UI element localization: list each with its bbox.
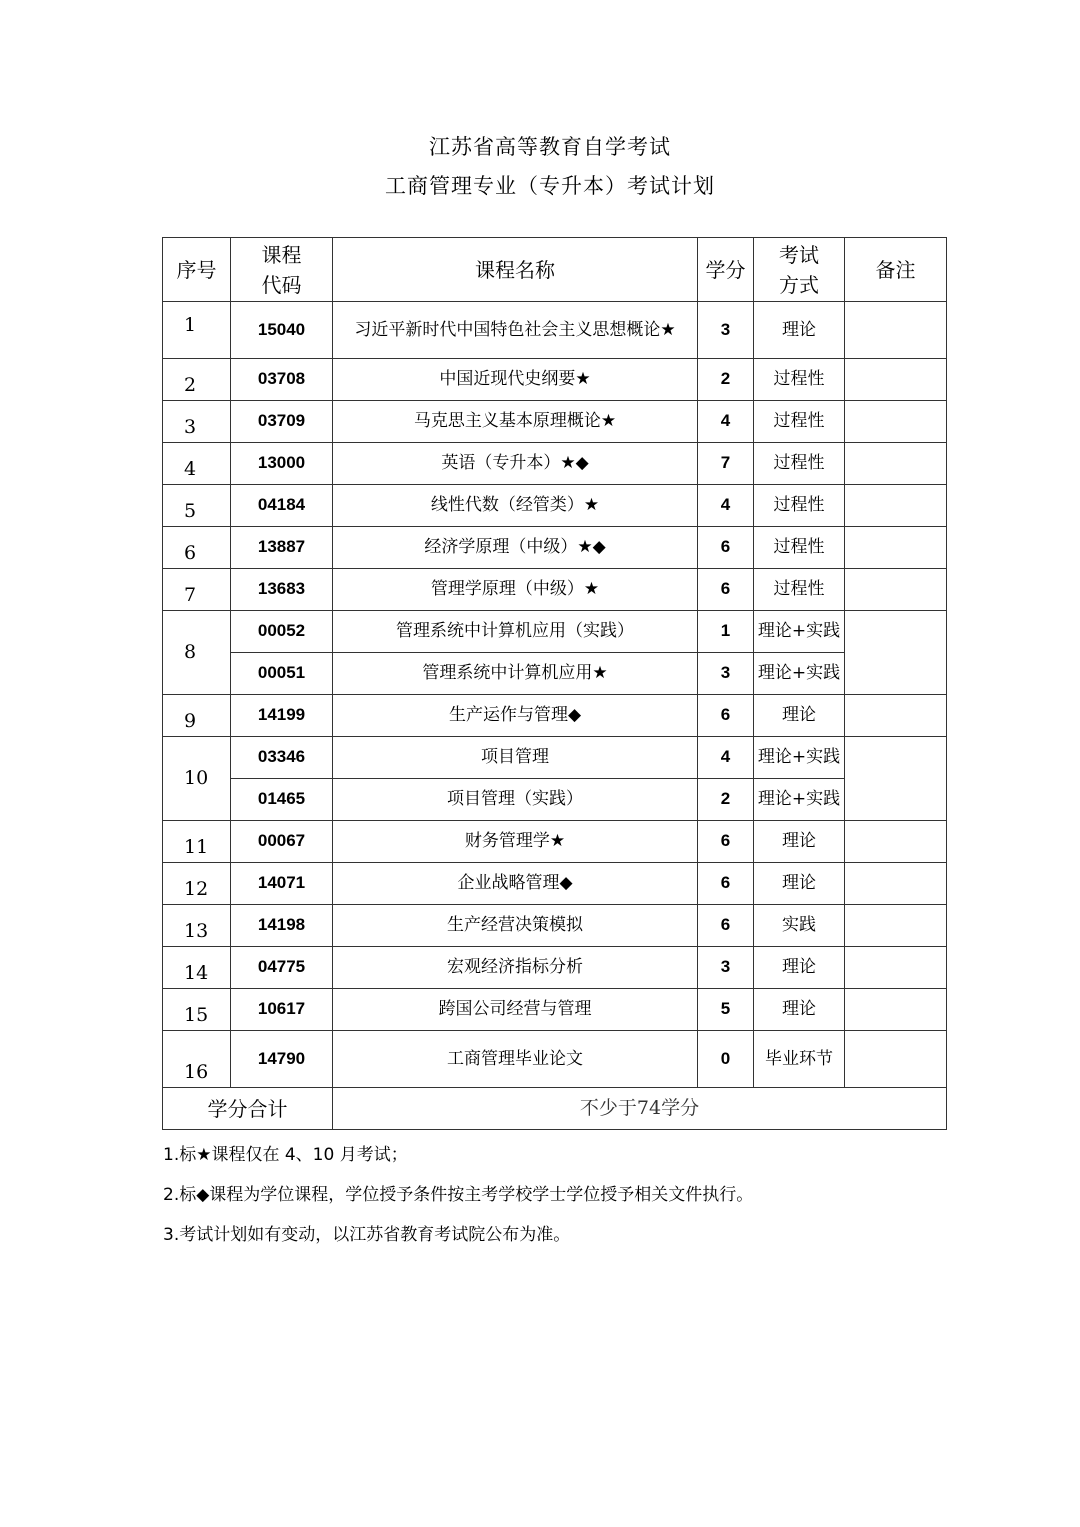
cell-code: 14198 xyxy=(231,905,333,947)
cell-method: 过程性 xyxy=(754,443,845,485)
table-row xyxy=(163,653,947,695)
cell-method: 过程性 xyxy=(754,569,845,611)
cell-name: 马克思主义基本原理概论★ xyxy=(333,401,698,443)
cell-remark xyxy=(845,1031,947,1088)
table-row xyxy=(163,905,947,947)
cell-name: 经济学原理（中级）★◆ xyxy=(333,527,698,569)
cell-method: 过程性 xyxy=(754,485,845,527)
cell-credit: 6 xyxy=(698,863,754,905)
cell-credit: 7 xyxy=(698,443,754,485)
cell-name: 中国近现代史纲要★ xyxy=(333,359,698,401)
header-code-line1: 课程 xyxy=(261,242,302,267)
cell-remark xyxy=(845,989,947,1031)
cell-seq: 12 xyxy=(163,863,231,905)
total-row xyxy=(163,1088,947,1130)
cell-seq: 3 xyxy=(163,401,231,443)
exam-plan-table xyxy=(162,237,947,1130)
cell-code: 03346 xyxy=(231,737,333,779)
cell-code: 13683 xyxy=(231,569,333,611)
cell-remark xyxy=(845,302,947,359)
cell-remark xyxy=(845,527,947,569)
cell-name: 企业战略管理◆ xyxy=(333,863,698,905)
cell-credit: 6 xyxy=(698,695,754,737)
note-item: 1.标★课程仅在 4、10 月考试； xyxy=(163,1145,408,1165)
cell-remark xyxy=(845,947,947,989)
cell-name: 财务管理学★ xyxy=(333,821,698,863)
note-item: 2.标◆课程为学位课程，学位授予条件按主考学校学士学位授予相关文件执行。 xyxy=(163,1185,754,1205)
notes xyxy=(163,1143,753,1263)
header-remark: 备注 xyxy=(845,238,947,302)
table-row xyxy=(163,485,947,527)
total-credits-label: 学分合计 xyxy=(163,1088,333,1130)
cell-remark xyxy=(845,569,947,611)
header-credit: 学分 xyxy=(698,238,754,302)
cell-credit: 3 xyxy=(698,302,754,359)
cell-name: 管理系统中计算机应用★ xyxy=(333,653,698,695)
cell-credit: 3 xyxy=(698,947,754,989)
cell-code: 14199 xyxy=(231,695,333,737)
cell-credit: 4 xyxy=(698,401,754,443)
cell-credit: 6 xyxy=(698,821,754,863)
cell-name: 项目管理 xyxy=(333,737,698,779)
cell-name: 生产经营决策模拟 xyxy=(333,905,698,947)
cell-seq: 8 xyxy=(163,611,231,695)
cell-code: 00051 xyxy=(231,653,333,695)
cell-method: 理论 xyxy=(754,947,845,989)
cell-credit: 2 xyxy=(698,779,754,821)
cell-remark xyxy=(845,485,947,527)
table-header-row xyxy=(163,238,947,302)
cell-seq: 2 xyxy=(163,359,231,401)
cell-code: 14790 xyxy=(231,1031,333,1088)
cell-code: 10617 xyxy=(231,989,333,1031)
cell-seq: 6 xyxy=(163,527,231,569)
table-row xyxy=(163,947,947,989)
cell-name: 习近平新时代中国特色社会主义思想概论★ xyxy=(333,302,698,359)
cell-method: 实践 xyxy=(754,905,845,947)
table-row xyxy=(163,737,947,779)
cell-method: 过程性 xyxy=(754,527,845,569)
cell-method: 毕业环节 xyxy=(754,1031,845,1088)
cell-method: 理论+实践 xyxy=(754,737,845,779)
table-row xyxy=(163,1031,947,1088)
cell-name: 线性代数（经管类）★ xyxy=(333,485,698,527)
cell-method: 理论 xyxy=(754,302,845,359)
cell-name: 管理系统中计算机应用（实践） xyxy=(333,611,698,653)
cell-method: 理论+实践 xyxy=(754,611,845,653)
table-row xyxy=(163,821,947,863)
cell-code: 13000 xyxy=(231,443,333,485)
cell-code: 01465 xyxy=(231,779,333,821)
cell-remark xyxy=(845,611,947,695)
cell-remark xyxy=(845,863,947,905)
table-row xyxy=(163,443,947,485)
cell-remark xyxy=(845,821,947,863)
cell-credit: 3 xyxy=(698,653,754,695)
table-row xyxy=(163,863,947,905)
cell-seq: 13 xyxy=(163,905,231,947)
cell-name: 生产运作与管理◆ xyxy=(333,695,698,737)
cell-credit: 6 xyxy=(698,527,754,569)
cell-code: 13887 xyxy=(231,527,333,569)
cell-credit: 2 xyxy=(698,359,754,401)
table-row xyxy=(163,302,947,359)
cell-credit: 6 xyxy=(698,905,754,947)
cell-seq: 10 xyxy=(163,737,231,821)
table-row xyxy=(163,359,947,401)
total-credits-value: 不少于74学分 xyxy=(333,1088,947,1130)
cell-code: 14071 xyxy=(231,863,333,905)
header-method xyxy=(754,238,845,302)
note-item: 3.考试计划如有变动，以江苏省教育考试院公布为准。 xyxy=(163,1225,571,1245)
cell-seq: 15 xyxy=(163,989,231,1031)
cell-seq: 16 xyxy=(163,1031,231,1088)
cell-name: 工商管理毕业论文 xyxy=(333,1031,698,1088)
header-code-line2: 代码 xyxy=(261,272,302,297)
cell-seq: 5 xyxy=(163,485,231,527)
table-row xyxy=(163,989,947,1031)
page-title: 江苏省高等教育自学考试 xyxy=(429,135,671,159)
header-seq: 序号 xyxy=(163,238,231,302)
table-row xyxy=(163,695,947,737)
cell-method: 理论+实践 xyxy=(754,779,845,821)
cell-remark xyxy=(845,443,947,485)
cell-method: 理论+实践 xyxy=(754,653,845,695)
cell-credit: 5 xyxy=(698,989,754,1031)
header-method-line2: 方式 xyxy=(779,272,819,297)
table-row xyxy=(163,401,947,443)
cell-credit: 4 xyxy=(698,485,754,527)
cell-seq: 7 xyxy=(163,569,231,611)
cell-seq: 14 xyxy=(163,947,231,989)
cell-code: 04775 xyxy=(231,947,333,989)
table-row xyxy=(163,611,947,653)
cell-code: 03709 xyxy=(231,401,333,443)
cell-seq: 9 xyxy=(163,695,231,737)
header-method-line1: 考试 xyxy=(779,242,819,267)
table-row xyxy=(163,527,947,569)
cell-code: 04184 xyxy=(231,485,333,527)
cell-credit: 6 xyxy=(698,569,754,611)
cell-remark xyxy=(845,401,947,443)
cell-method: 理论 xyxy=(754,863,845,905)
cell-seq: 4 xyxy=(163,443,231,485)
cell-name: 跨国公司经营与管理 xyxy=(333,989,698,1031)
cell-method: 理论 xyxy=(754,695,845,737)
cell-seq: 1 xyxy=(163,302,231,359)
table-row xyxy=(163,569,947,611)
cell-code: 03708 xyxy=(231,359,333,401)
cell-code: 00052 xyxy=(231,611,333,653)
cell-credit: 1 xyxy=(698,611,754,653)
cell-seq: 11 xyxy=(163,821,231,863)
cell-method: 理论 xyxy=(754,821,845,863)
cell-remark xyxy=(845,737,947,821)
cell-name: 项目管理（实践） xyxy=(333,779,698,821)
cell-name: 管理学原理（中级）★ xyxy=(333,569,698,611)
cell-method: 过程性 xyxy=(754,401,845,443)
cell-name: 英语（专升本）★◆ xyxy=(333,443,698,485)
cell-remark xyxy=(845,905,947,947)
header-code xyxy=(231,238,333,302)
cell-credit: 0 xyxy=(698,1031,754,1088)
cell-name: 宏观经济指标分析 xyxy=(333,947,698,989)
cell-code: 15040 xyxy=(231,302,333,359)
cell-remark xyxy=(845,695,947,737)
table-row xyxy=(163,779,947,821)
cell-credit: 4 xyxy=(698,737,754,779)
cell-method: 过程性 xyxy=(754,359,845,401)
header-name: 课程名称 xyxy=(333,238,698,302)
cell-code: 00067 xyxy=(231,821,333,863)
page-subtitle: 工商管理专业（专升本）考试计划 xyxy=(385,174,715,198)
cell-method: 理论 xyxy=(754,989,845,1031)
cell-remark xyxy=(845,359,947,401)
